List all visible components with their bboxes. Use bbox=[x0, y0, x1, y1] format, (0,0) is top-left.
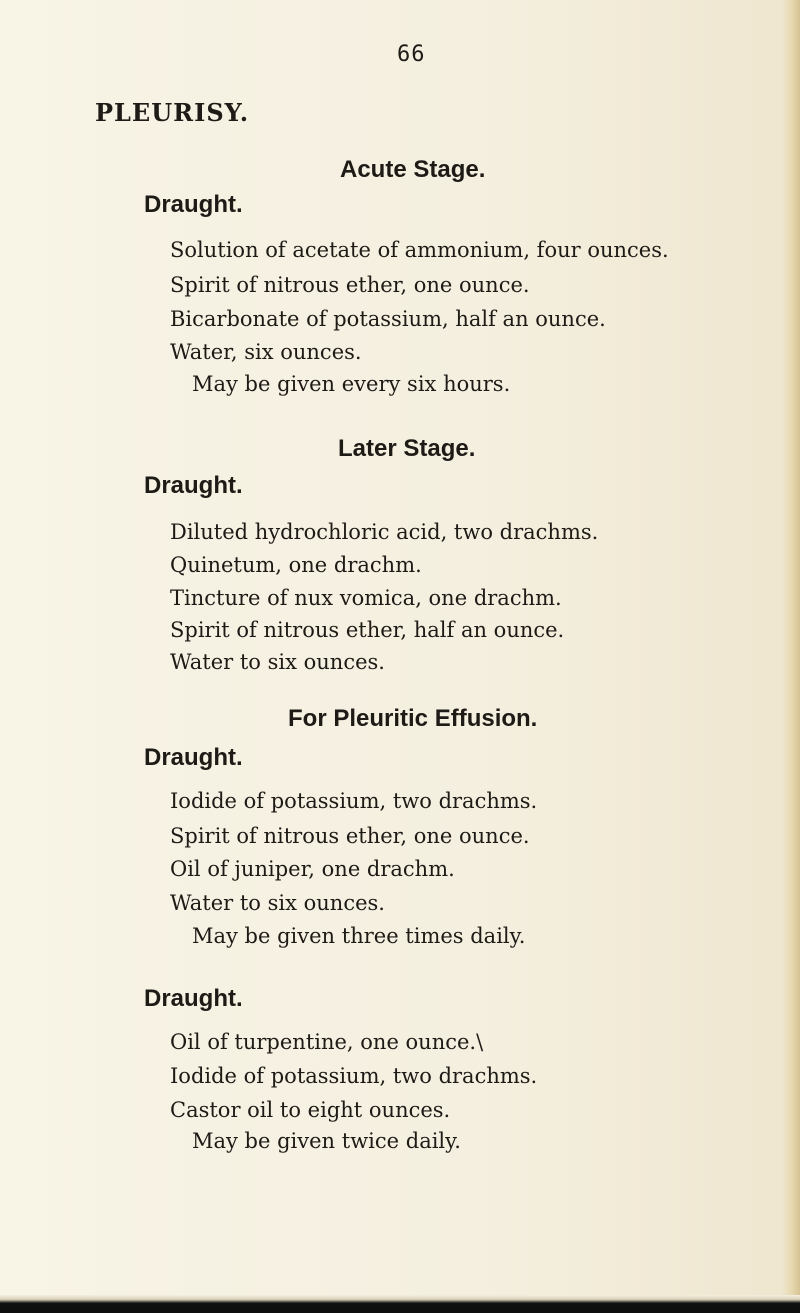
prescription-line: Water to six ounces. bbox=[170, 650, 385, 674]
prescription-line: Tincture of nux vomica, one drachm. bbox=[170, 586, 562, 610]
prescription-line: Spirit of nitrous ether, one ounce. bbox=[170, 273, 530, 297]
dosage-note: May be given twice daily. bbox=[192, 1129, 461, 1153]
prescription-line: Castor oil to eight ounces. bbox=[170, 1098, 451, 1122]
draught-label: Draught. bbox=[144, 472, 243, 499]
section-heading-pleuritic-effusion: For Pleuritic Effusion. bbox=[288, 705, 538, 732]
draught-label: Draught. bbox=[144, 744, 243, 771]
prescription-line: Quinetum, one drachm. bbox=[170, 553, 422, 577]
dosage-note: May be given every six hours. bbox=[192, 372, 511, 396]
section-heading-acute-stage: Acute Stage. bbox=[340, 156, 486, 183]
prescription-line: Bicarbonate of potassium, half an ounce. bbox=[170, 307, 606, 331]
section-heading-later-stage: Later Stage. bbox=[338, 435, 476, 462]
prescription-line: Diluted hydrochloric acid, two drachms. bbox=[170, 520, 599, 544]
page-edge-shadow bbox=[782, 0, 800, 1313]
prescription-line: Oil of turpentine, one ounce.\ bbox=[170, 1030, 484, 1054]
prescription-line: Iodide of potassium, two drachms. bbox=[170, 789, 538, 813]
prescription-line: Solution of acetate of ammonium, four ounces. bbox=[170, 238, 669, 262]
prescription-line: Spirit of nitrous ether, half an ounce. bbox=[170, 618, 565, 642]
prescription-line: Iodide of potassium, two drachms. bbox=[170, 1064, 538, 1088]
dosage-note: May be given three times daily. bbox=[192, 924, 526, 948]
page-title: PLEURISY. bbox=[95, 98, 250, 127]
prescription-line: Water to six ounces. bbox=[170, 891, 385, 915]
prescription-line: Water, six ounces. bbox=[170, 340, 362, 364]
draught-label: Draught. bbox=[144, 985, 243, 1012]
page-number: 66 bbox=[397, 42, 426, 67]
draught-label: Draught. bbox=[144, 191, 243, 218]
page-bottom-edge bbox=[0, 1295, 800, 1313]
prescription-line: Oil of juniper, one drachm. bbox=[170, 857, 455, 881]
prescription-line: Spirit of nitrous ether, one ounce. bbox=[170, 824, 530, 848]
